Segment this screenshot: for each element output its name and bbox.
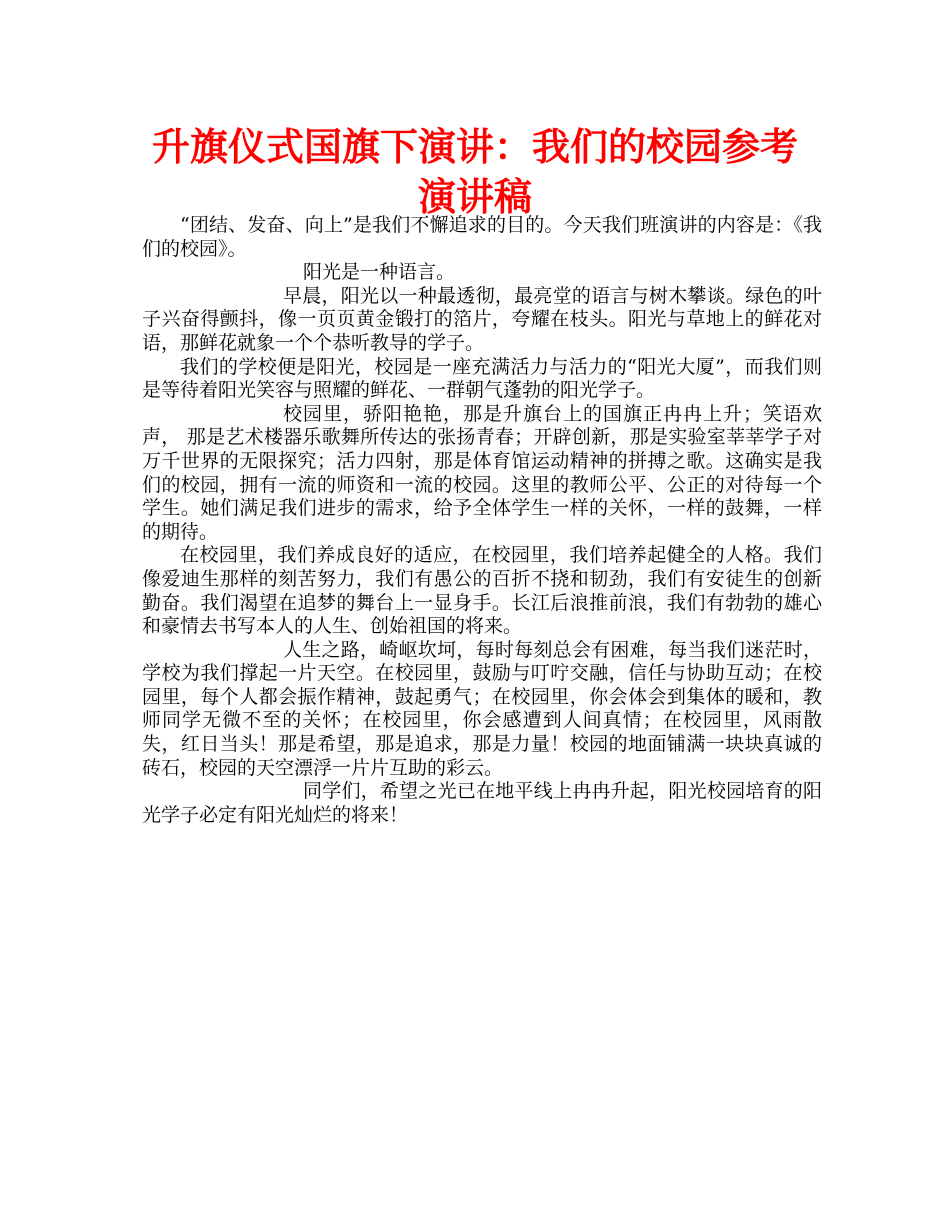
paragraph-morning: 早晨，阳光以一种最透彻，最亮堂的语言与树木攀谈。绿色的叶子兴奋得颤抖，像一页页黄金锻打的箔片，夸耀在枝头。阳光与草地上的鲜花对语，那鲜花就象一个个恭听教导的学子。 (142, 284, 822, 354)
page-title: 升旗仪式国旗下演讲：我们的校园参考演讲稿 (151, 125, 798, 219)
speech-body (142, 214, 822, 827)
paragraph-sunlight-language: 阳光是一种语言。 (303, 261, 456, 284)
paragraph-growth: 在校园里，我们养成良好的适应，在校园里，我们培养起健全的人格。我们像爱迪生那样的刻苦努力，我们有愚公的百折不挠和韧劲，我们有安徒生的创新勤奋。我们渴望在追梦的舞台上一显身手。长江后浪推前浪，我们有勃勃的雄心和豪情去书写本人的人生、创始祖国的将来。 (142, 544, 822, 638)
paragraph-closing: 同学们，希望之光已在地平线上冉冉升起，阳光校园培育的阳光学子必定有阳光灿烂的将来！ (142, 780, 822, 826)
paragraph-campus-scenes: 校园里，骄阳艳艳，那是升旗台上的国旗正冉冉上升；笑语欢声， 那是艺术楼器乐歌舞所传达的张扬青春；开辟创新，那是实验室莘莘学子对万千世界的无限探究；活力四射，那是体育馆运动精神的拼搏之歌。这确实是我们的校园，拥有一流的师资和一流的校园。这里的教师公平、公正的对待每一个学生。她们满足我们进步的需求，给予全体学生一样的关怀，一样的鼓舞，一样的期待。 (142, 402, 822, 543)
paragraph-school-sunlight: 我们的学校便是阳光，校园是一座充满活力与活力的“阳光大厦”，而我们则是等待着阳光笑容与照耀的鲜花、一群朝气蓬勃的阳光学子。 (142, 355, 822, 402)
paragraph-life-road: 人生之路，崎岖坎坷，每时每刻总会有困难，每当我们迷茫时，学校为我们撑起一片天空。在校园里，鼓励与叮咛交融，信任与协助互动；在校园里，每个人都会振作精神，鼓起勇气；在校园里，你会体会到集体的暖和，教师同学无微不至的关怀；在校园里，你会感遭到人间真情；在校园里，风雨散失，红日当头！那是希望，那是追求，那是力量！校园的地面铺满一块块真诚的砖石，校园的天空漂浮一片片互助的彩云。 (142, 638, 822, 779)
paragraph-intro: “团结、发奋、向上”是我们不懈追求的目的。今天我们班演讲的内容是：《我们的校园》。 (142, 214, 822, 260)
